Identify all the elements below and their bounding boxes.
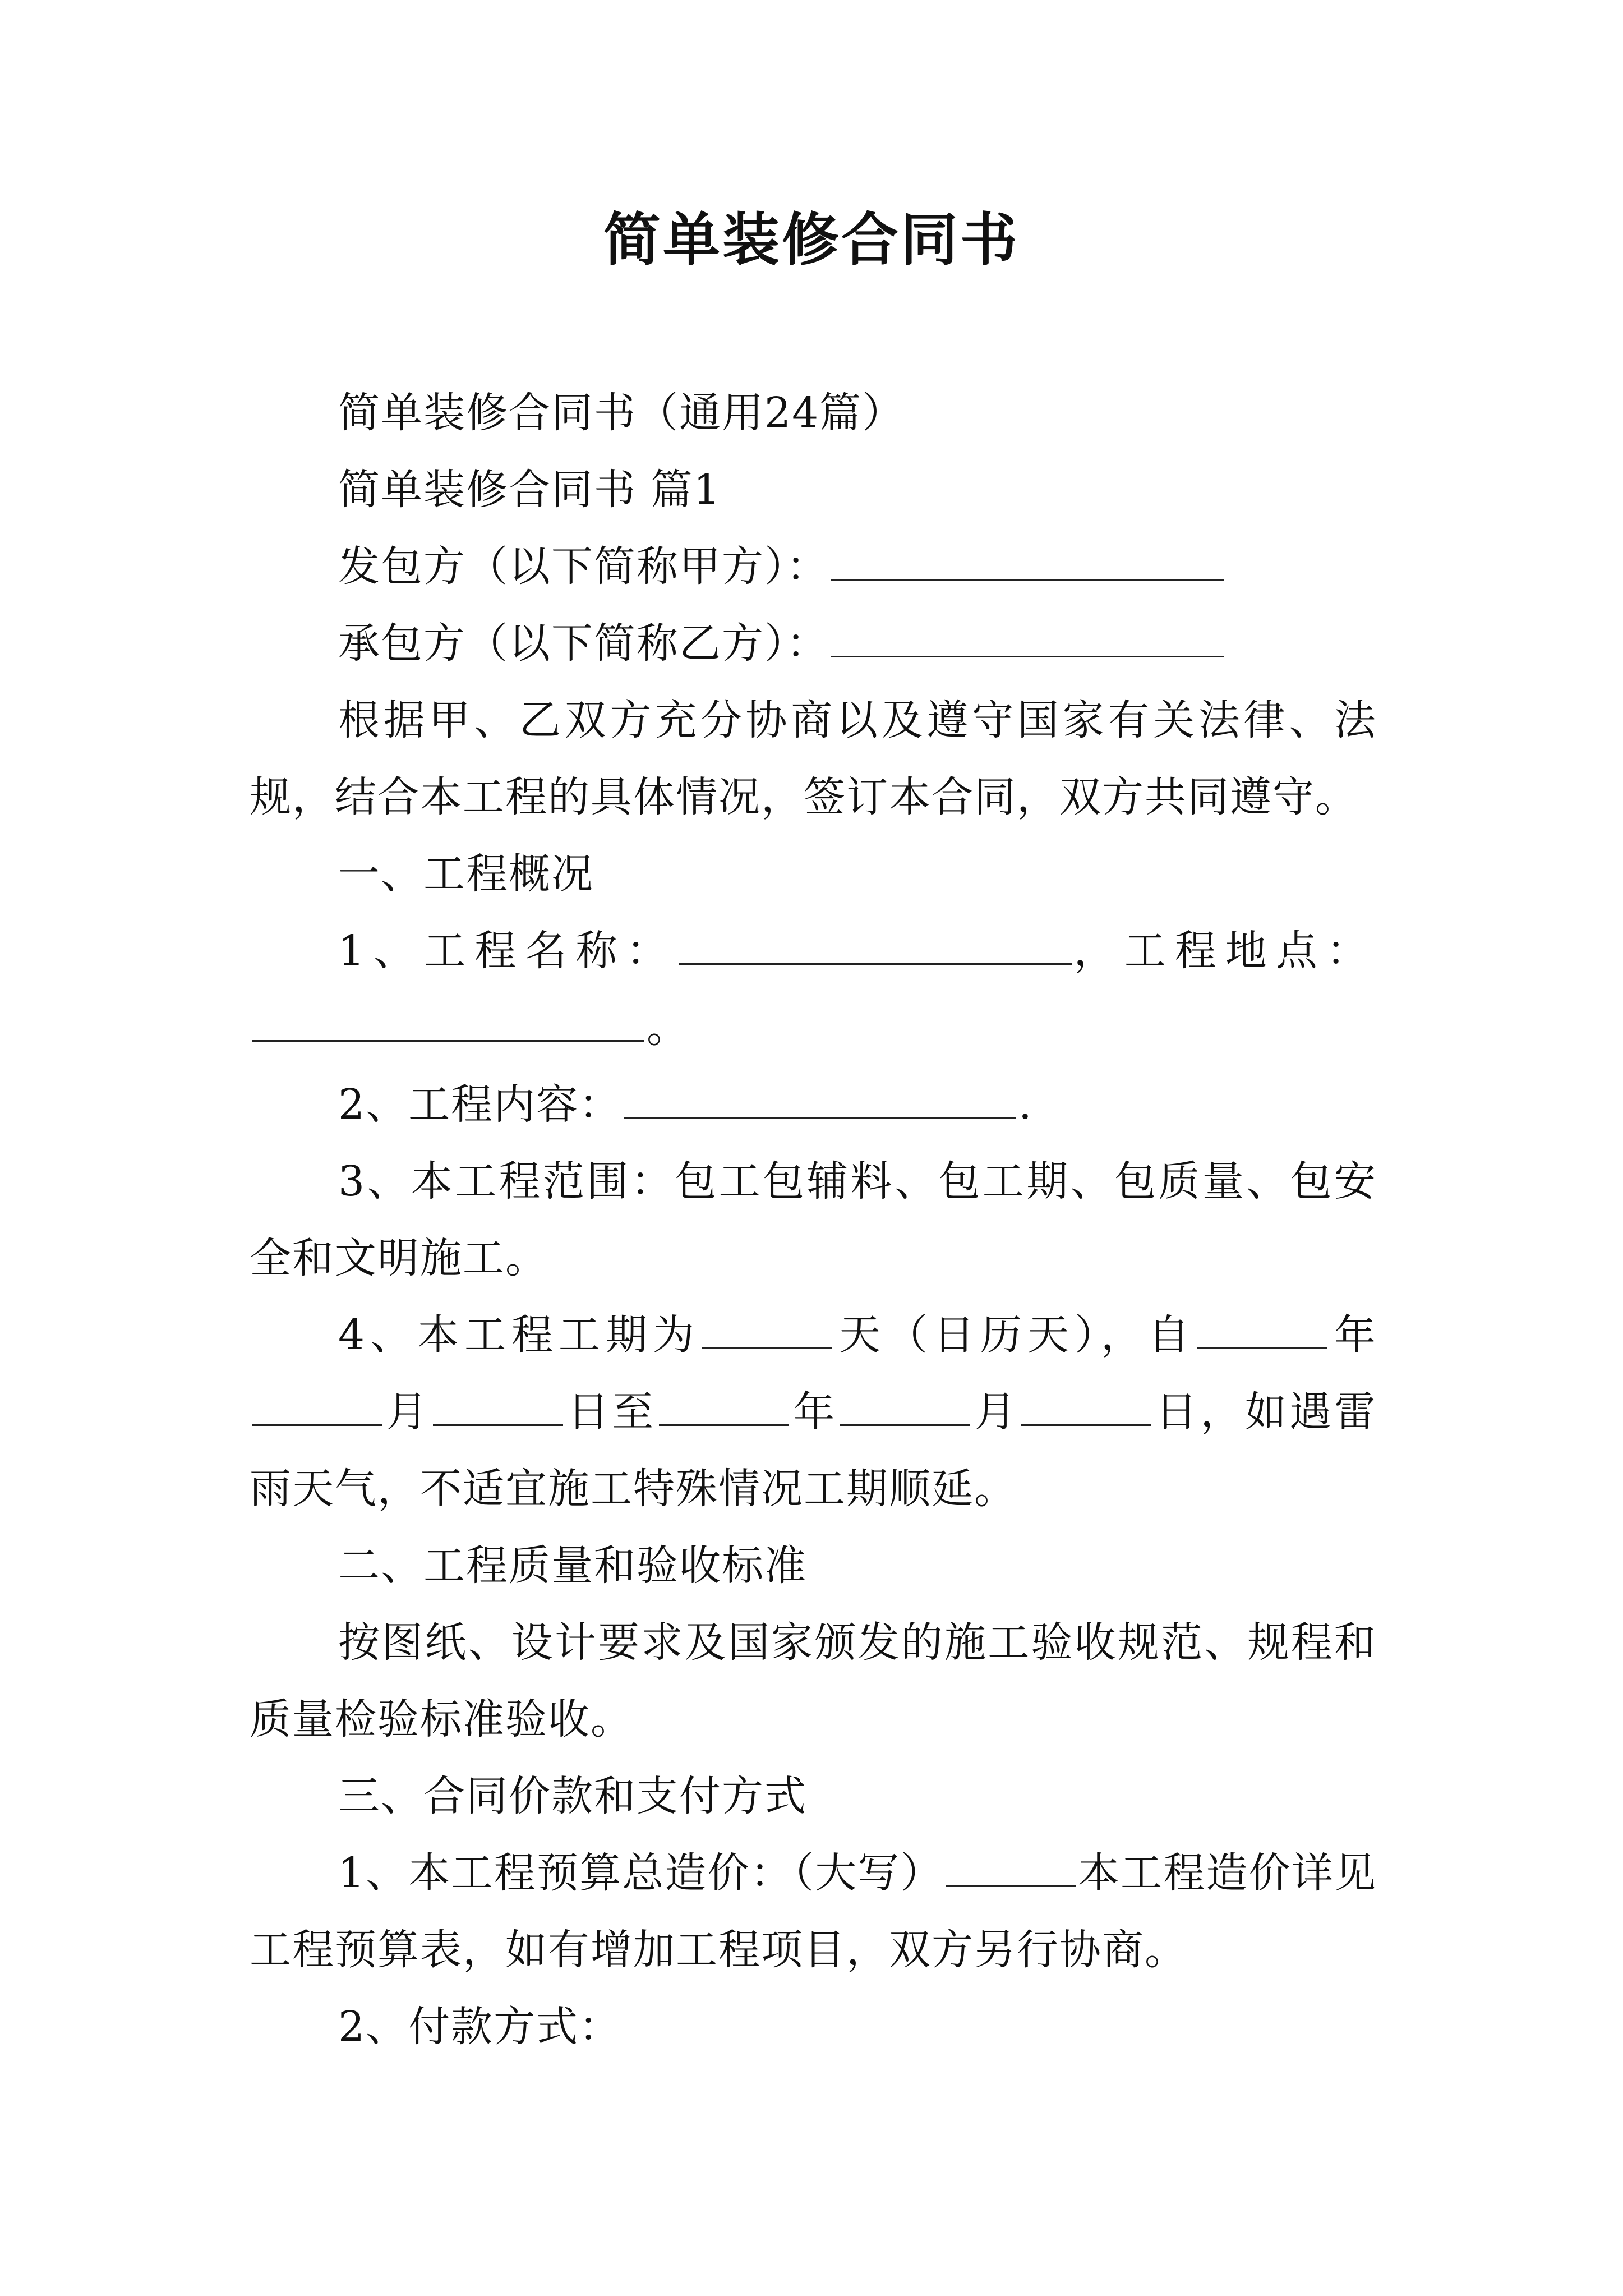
paragraph-article-heading: 简单装修合同书 篇1 (338, 466, 721, 514)
paragraph-quality-standard: 按图纸、设计要求及国家颁发的施工验收规范、规程和质量检验标准验收。 (250, 1618, 1377, 1743)
duration-text-2: 天（日历天），自 (834, 1311, 1195, 1359)
paragraph-project-scope: 3、本工程范围：包工包辅料、包工期、包质量、包安全和文明施工。 (250, 1157, 1377, 1282)
project-content-label: 2、工程内容： (338, 1080, 622, 1129)
section-heading-quality: 二、工程质量和验收标准 (338, 1542, 807, 1590)
project-location-end: 。 (647, 1004, 697, 1052)
duration-text-3: 年 (1330, 1311, 1377, 1359)
end-year-blank (659, 1391, 789, 1426)
start-year-blank (1197, 1314, 1327, 1349)
duration-text-7: 月 (972, 1388, 1020, 1436)
party-a-blank (831, 545, 1224, 581)
document-body (250, 375, 1377, 2065)
project-content-blank (624, 1083, 1016, 1119)
total-price-text: 本工程造价详见工程预算表，如有增加工程项目，双方另行协商。 (250, 1849, 1377, 1974)
paragraph-payment-method: 2、付款方式： (338, 2003, 622, 2051)
paragraph-project-content (250, 1066, 1377, 1143)
paragraph-party-a (250, 528, 1377, 605)
section-heading-price: 三、合同价款和支付方式 (338, 1772, 807, 1820)
project-content-end: . (1018, 1080, 1033, 1129)
start-month-blank (252, 1391, 382, 1426)
duration-text-1: 4、本工程工期为 (338, 1311, 700, 1359)
document-title: 简单装修合同书 (603, 206, 1020, 274)
paragraph-party-b (250, 605, 1377, 682)
duration-text-6: 年 (791, 1388, 838, 1436)
party-b-blank (831, 622, 1224, 657)
project-location-label: ，工程地点： (1073, 927, 1377, 975)
paragraph-subtitle: 简单装修合同书（通用24篇） (338, 389, 905, 437)
paragraph-preamble: 根据甲、乙双方充分协商以及遵守国家有关法律、法规，结合本工程的具体情况，签订本合同，双方共同遵守。 (250, 696, 1377, 821)
paragraph-project-name (250, 913, 1377, 1066)
paragraph-total-price (250, 1835, 1377, 1989)
total-price-blank (946, 1852, 1076, 1887)
duration-days-blank (702, 1314, 832, 1349)
end-day-blank (1021, 1391, 1151, 1426)
paragraph-project-duration (250, 1297, 1377, 1527)
total-price-label: 1、本工程预算总造价：（大写） (338, 1849, 943, 1897)
party-b-label: 承包方（以下简称乙方）： (338, 619, 829, 668)
party-a-label: 发包方（以下简称甲方）： (338, 542, 829, 591)
duration-text-8: 日，如遇雷雨天气，不适宜施工特殊情况工期顺延。 (250, 1388, 1377, 1513)
start-day-blank (433, 1391, 563, 1426)
end-month-blank (840, 1391, 970, 1426)
duration-text-5: 日至 (565, 1388, 657, 1436)
project-name-blank (679, 930, 1072, 965)
project-name-label: 1、工程名称： (338, 927, 677, 975)
project-location-blank (252, 1006, 644, 1042)
section-heading-overview: 一、工程概况 (338, 850, 594, 898)
duration-text-4: 月 (384, 1388, 431, 1436)
